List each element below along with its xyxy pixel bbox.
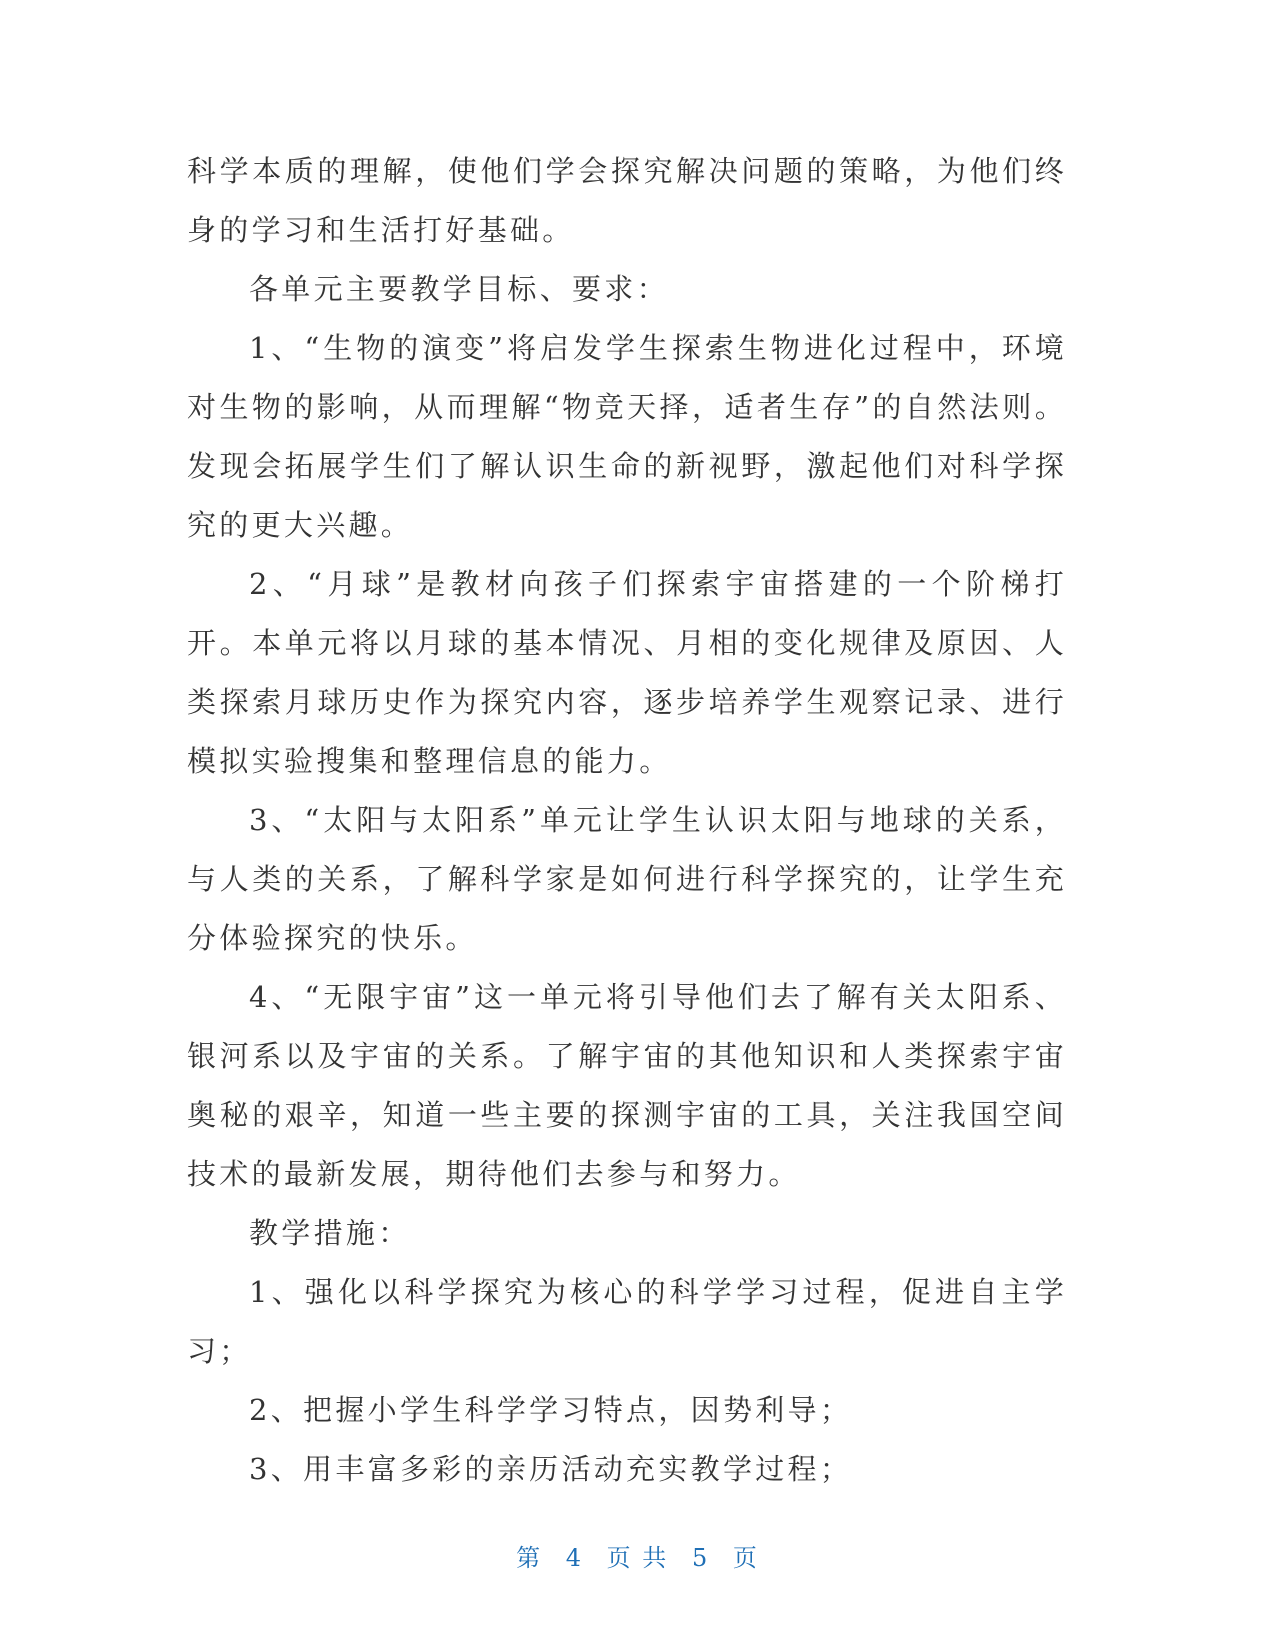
paragraph-unit-3: 3、“太阳与太阳系”单元让学生认识太阳与地球的关系，与人类的关系，了解科学家是如何进行科学探究的，让学生充分体验探究的快乐。 xyxy=(187,803,1067,955)
footer-prefix: 第 xyxy=(516,1544,543,1572)
paragraph-continuation: 科学本质的理解，使他们学会探究解决问题的策略，为他们终身的学习和生活打好基础。 xyxy=(187,154,1067,247)
document-body xyxy=(187,142,1067,1499)
footer-suffix: 页 xyxy=(732,1544,759,1572)
paragraph-measures-heading: 教学措施： xyxy=(249,1216,411,1250)
paragraph-unit-4: 4、“无限宇宙”这一单元将引导他们去了解有关太阳系、银河系以及宇宙的关系。了解宇宙的其他知识和人类探索宇宙奥秘的艰辛，知道一些主要的探测宇宙的工具，关注我国空间技术的最新发展，期待他们去参与和努力。 xyxy=(187,980,1067,1191)
footer-middle: 页 共 xyxy=(606,1544,669,1572)
paragraph-unit-2: 2、“月球”是教材向孩子们探索宇宙搭建的一个阶梯打开。本单元将以月球的基本情况、月相的变化规律及原因、人类探索月球历史作为探究内容，逐步培养学生观察记录、进行模拟实验搜集和整理信息的能力。 xyxy=(187,567,1067,778)
paragraph-measure-2: 2、把握小学生科学学习特点，因势利导； xyxy=(249,1393,853,1427)
paragraph-measure-3: 3、用丰富多彩的亲历活动充实教学过程； xyxy=(249,1452,853,1486)
page-footer xyxy=(0,1538,1275,1573)
paragraph-unit-goals-heading: 各单元主要教学目标、要求： xyxy=(249,272,669,306)
footer-total-pages: 5 xyxy=(691,1544,710,1572)
paragraph-unit-1: 1、“生物的演变”将启发学生探索生物进化过程中，环境对生物的影响，从而理解“物竞天择，适者生存”的自然法则。发现会拓展学生们了解认识生命的新视野，激起他们对科学探究的更大兴趣。 xyxy=(187,331,1067,542)
footer-current-page: 4 xyxy=(565,1544,584,1572)
paragraph-measure-1: 1、强化以科学探究为核心的科学学习过程，促进自主学习； xyxy=(187,1275,1067,1368)
